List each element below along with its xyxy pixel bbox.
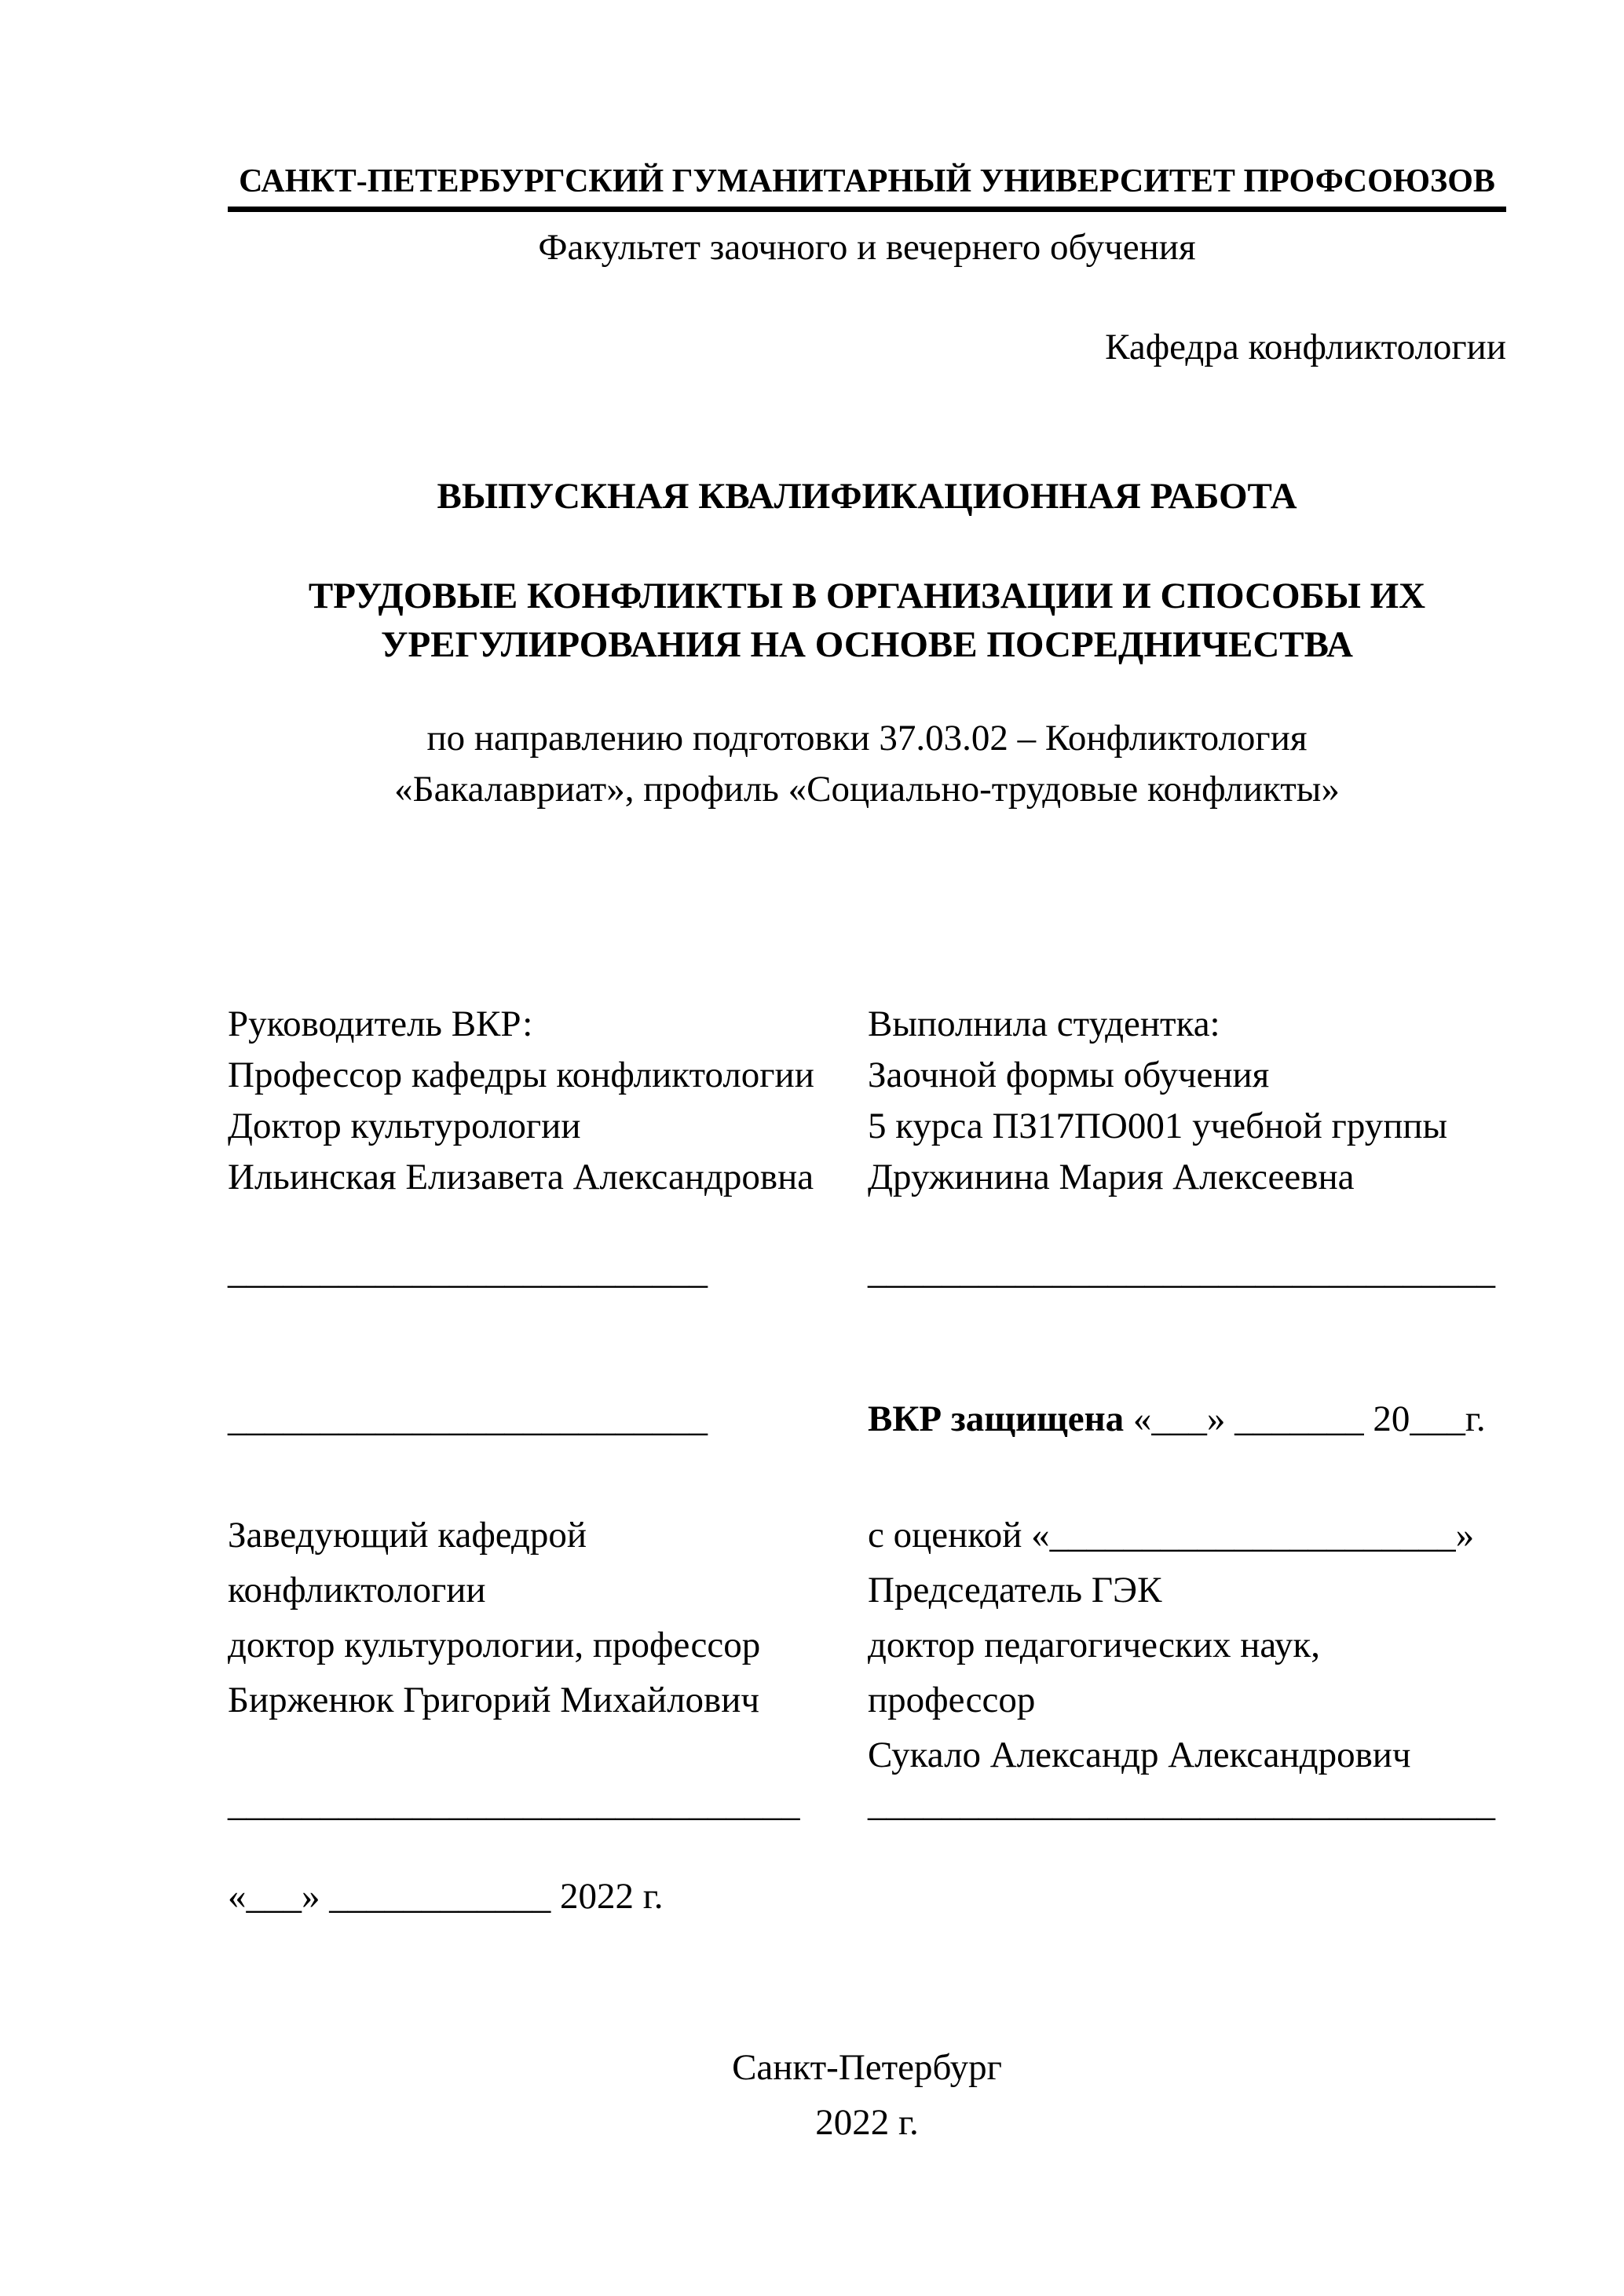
signature-row-3 (228, 1782, 1506, 1837)
footer-year: 2022 г. (815, 2102, 919, 2143)
signature-row-2 (228, 1398, 1506, 1453)
supervisor-position: Профессор кафедры конфликтологии (228, 1055, 814, 1095)
footer (228, 2040, 1506, 2150)
student-label: Выполнила студентка: (868, 1004, 1220, 1044)
program-line-2: «Бакалавриат», профиль «Социально-трудовые конфликты» (394, 769, 1340, 810)
defended-label: ВКР защищена (868, 1398, 1125, 1439)
university-name: САНКТ-ПЕТЕРБУРГСКИЙ ГУМАНИТАРНЫЙ УНИВЕРСИТЕТ ПРОФСОЮЗОВ (239, 163, 1495, 199)
header-rule (228, 207, 1506, 212)
student-signature-line: __________________________________ (868, 1251, 1495, 1292)
thesis-title (228, 572, 1506, 669)
thesis-title-line-2: УРЕГУЛИРОВАНИЯ НА ОСНОВЕ ПОСРЕДНИЧЕСТВА (381, 624, 1353, 665)
department-line: Кафедра конфликтологии (1105, 327, 1506, 367)
committee-chair-label: Председатель ГЭК (868, 1570, 1162, 1610)
committee-block (868, 1508, 1506, 1782)
student-block (868, 999, 1506, 1203)
supervisor-name: Ильинская Елизавета Александровна (228, 1157, 814, 1197)
student-group: 5 курса ПЗ17ПО001 учебной группы (868, 1106, 1448, 1146)
committee-chair-rank: профессор (868, 1680, 1036, 1720)
dept-head-title-line-2: конфликтологии (228, 1570, 486, 1610)
grade-blank-line: с оценкой «______________________» (868, 1515, 1475, 1556)
department-head-block (228, 1508, 868, 1727)
program-info (228, 713, 1506, 815)
program-line-1: по направлению подготовки 37.03.02 – Конфликтология (426, 718, 1308, 759)
footer-city: Санкт-Петербург (732, 2047, 1002, 2088)
dept-head-degree: доктор культурологии, профессор (228, 1625, 761, 1665)
approval-block (228, 1508, 1506, 1782)
defended-date-blanks: «___» _______ 20___г. (1124, 1398, 1486, 1439)
committee-chair-signature-line: __________________________________ (868, 1783, 1495, 1824)
thesis-title-line-1: ТРУДОВЫЕ КОНФЛИКТЫ В ОРГАНИЗАЦИИ И СПОСОБЫ ИХ (308, 576, 1426, 616)
supervisor-label: Руководитель ВКР: (228, 1004, 533, 1044)
faculty-line: Факультет заочного и вечернего обучения (538, 227, 1196, 268)
committee-chair-degree: доктор педагогических наук, (868, 1625, 1320, 1665)
dept-head-name: Бирженюк Григорий Михайлович (228, 1680, 760, 1720)
supervisor-signature-line: __________________________ (228, 1251, 708, 1292)
committee-chair-name: Сукало Александр Александрович (868, 1735, 1411, 1775)
dept-head-signature-line-2: _______________________________ (228, 1783, 800, 1824)
student-study-form: Заочной формы обучения (868, 1055, 1270, 1095)
people-block (228, 999, 1506, 1203)
dept-head-title-line-1: Заведующий кафедрой (228, 1515, 587, 1556)
defended-line (868, 1398, 1486, 1440)
supervisor-block (228, 999, 868, 1203)
work-type-heading: ВЫПУСКНАЯ КВАЛИФИКАЦИОННАЯ РАБОТА (437, 476, 1297, 517)
date-blank-line: «___» ____________ 2022 г. (228, 1876, 664, 1917)
page-content (228, 0, 1506, 2296)
supervisor-degree: Доктор культурологии (228, 1106, 581, 1146)
student-name: Дружинина Мария Алексеевна (868, 1157, 1355, 1197)
signature-row-1 (228, 1250, 1506, 1305)
dept-head-signature-line: __________________________ (228, 1398, 708, 1439)
